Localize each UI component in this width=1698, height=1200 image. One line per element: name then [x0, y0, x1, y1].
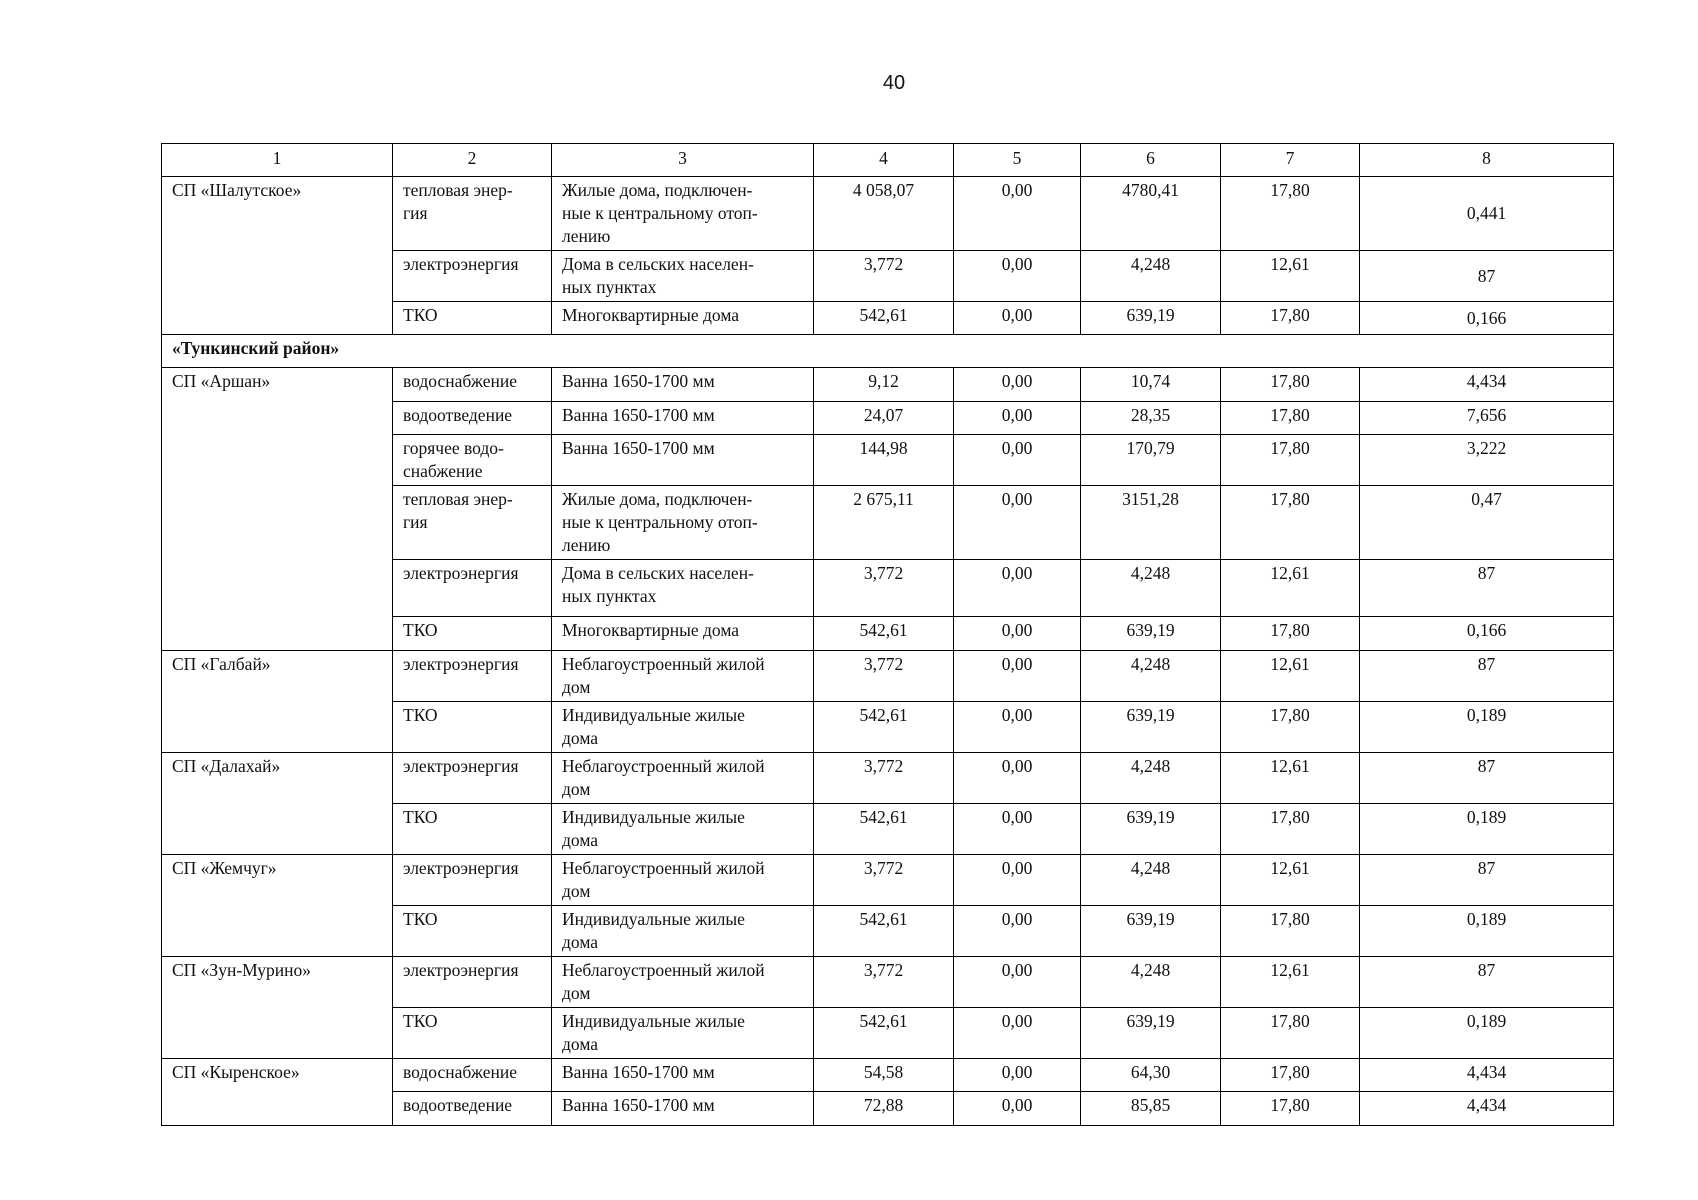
settlement-cell: СП «Зун-Мурино»: [162, 957, 393, 1059]
value-col4: 3,772: [814, 957, 954, 1008]
category-cell: Многоквартирные дома: [552, 302, 814, 335]
table-row: [162, 855, 1614, 906]
value-col8: 0,166: [1360, 617, 1614, 651]
category-cell: Дома в сельских населен- ных пунктах: [552, 560, 814, 617]
value-col4: 3,772: [814, 753, 954, 804]
category-cell: Индивидуальные жилые дома: [552, 702, 814, 753]
value-col6: 4,248: [1081, 753, 1221, 804]
value-col7: 17,80: [1221, 402, 1360, 435]
value-col7: 17,80: [1221, 368, 1360, 402]
category-cell: Дома в сельских населен- ных пунктах: [552, 251, 814, 302]
category-cell: Ванна 1650-1700 мм: [552, 435, 814, 486]
value-col7: 17,80: [1221, 617, 1360, 651]
value-col7: 12,61: [1221, 957, 1360, 1008]
value-col4: 2 675,11: [814, 486, 954, 560]
value-col8: 0,47: [1360, 486, 1614, 560]
value-col6: 4,248: [1081, 957, 1221, 1008]
value-col6: 3151,28: [1081, 486, 1221, 560]
table-body: [162, 144, 1614, 1126]
value-col8: 4,434: [1360, 1092, 1614, 1126]
value-col5: 0,00: [954, 177, 1081, 251]
value-col7: 17,80: [1221, 435, 1360, 486]
value-col4: 3,772: [814, 560, 954, 617]
value-col5: 0,00: [954, 1092, 1081, 1126]
value-col5: 0,00: [954, 302, 1081, 335]
category-cell: Жилые дома, подключен- ные к центральному отоп- лению: [552, 177, 814, 251]
value-col6: 4780,41: [1081, 177, 1221, 251]
resource-cell: ТКО: [393, 804, 552, 855]
page-number: 40: [882, 72, 906, 94]
resource-cell: водоснабжение: [393, 1059, 552, 1092]
category-cell: Индивидуальные жилые дома: [552, 1008, 814, 1059]
value-col6: 4,248: [1081, 560, 1221, 617]
value-col4: 542,61: [814, 906, 954, 957]
resource-cell: ТКО: [393, 302, 552, 335]
value-col4: 9,12: [814, 368, 954, 402]
value-col5: 0,00: [954, 435, 1081, 486]
value-col8: 87: [1360, 560, 1614, 617]
value-col5: 0,00: [954, 486, 1081, 560]
category-cell: Ванна 1650-1700 мм: [552, 368, 814, 402]
value-col8: 0,189: [1360, 804, 1614, 855]
value-col6: 64,30: [1081, 1059, 1221, 1092]
value-col6: 10,74: [1081, 368, 1221, 402]
resource-cell: водоотведение: [393, 402, 552, 435]
value-col7: 17,80: [1221, 177, 1360, 251]
value-col8: 0,189: [1360, 702, 1614, 753]
value-col4: 72,88: [814, 1092, 954, 1126]
value-col6: 170,79: [1081, 435, 1221, 486]
value-col6: 639,19: [1081, 617, 1221, 651]
resource-cell: ТКО: [393, 906, 552, 957]
value-col8: 87: [1360, 957, 1614, 1008]
value-col4: 24,07: [814, 402, 954, 435]
value-col6: 639,19: [1081, 702, 1221, 753]
value-col5: 0,00: [954, 753, 1081, 804]
group-header-row: [162, 335, 1614, 368]
resource-cell: электроэнергия: [393, 855, 552, 906]
value-col7: 12,61: [1221, 560, 1360, 617]
value-col6: 639,19: [1081, 906, 1221, 957]
category-cell: Ванна 1650-1700 мм: [552, 1092, 814, 1126]
table-row: [162, 368, 1614, 402]
value-col4: 54,58: [814, 1059, 954, 1092]
resource-cell: ТКО: [393, 617, 552, 651]
value-col7: 17,80: [1221, 486, 1360, 560]
resource-cell: ТКО: [393, 1008, 552, 1059]
value-col7: 17,80: [1221, 1008, 1360, 1059]
table-row: [162, 753, 1614, 804]
value-col7: 17,80: [1221, 302, 1360, 335]
resource-cell: ТКО: [393, 702, 552, 753]
value-col7: 17,80: [1221, 1092, 1360, 1126]
header-cell: 8: [1360, 144, 1614, 177]
value-col5: 0,00: [954, 906, 1081, 957]
value-col5: 0,00: [954, 368, 1081, 402]
tariff-table: [161, 143, 1614, 1126]
value-col5: 0,00: [954, 1059, 1081, 1092]
value-col6: 28,35: [1081, 402, 1221, 435]
value-col6: 4,248: [1081, 251, 1221, 302]
value-col8: 0,189: [1360, 1008, 1614, 1059]
category-cell: Индивидуальные жилые дома: [552, 906, 814, 957]
value-col5: 0,00: [954, 855, 1081, 906]
table-row: [162, 1059, 1614, 1092]
value-col8: 4,434: [1360, 368, 1614, 402]
resource-cell: тепловая энер- гия: [393, 486, 552, 560]
table-row: [162, 651, 1614, 702]
value-col5: 0,00: [954, 804, 1081, 855]
value-col6: 639,19: [1081, 804, 1221, 855]
value-col4: 542,61: [814, 617, 954, 651]
value-col8: 0,189: [1360, 906, 1614, 957]
resource-cell: горячее водо- снабжение: [393, 435, 552, 486]
value-col6: 639,19: [1081, 302, 1221, 335]
value-col4: 542,61: [814, 804, 954, 855]
value-col7: 17,80: [1221, 702, 1360, 753]
settlement-cell: СП «Жемчуг»: [162, 855, 393, 957]
value-col4: 542,61: [814, 302, 954, 335]
value-col8: 7,656: [1360, 402, 1614, 435]
resource-cell: электроэнергия: [393, 957, 552, 1008]
value-col4: 3,772: [814, 651, 954, 702]
value-col5: 0,00: [954, 651, 1081, 702]
value-col8: 0,166: [1360, 302, 1614, 335]
value-col6: 4,248: [1081, 651, 1221, 702]
value-col4: 144,98: [814, 435, 954, 486]
category-cell: Неблагоустроенный жилой дом: [552, 753, 814, 804]
value-col5: 0,00: [954, 1008, 1081, 1059]
value-col5: 0,00: [954, 617, 1081, 651]
value-col7: 12,61: [1221, 251, 1360, 302]
category-cell: Неблагоустроенный жилой дом: [552, 855, 814, 906]
value-col8: 87: [1360, 753, 1614, 804]
resource-cell: электроэнергия: [393, 560, 552, 617]
value-col5: 0,00: [954, 560, 1081, 617]
value-col7: 17,80: [1221, 1059, 1360, 1092]
value-col6: 85,85: [1081, 1092, 1221, 1126]
resource-cell: водоснабжение: [393, 368, 552, 402]
category-cell: Неблагоустроенный жилой дом: [552, 651, 814, 702]
value-col4: 3,772: [814, 855, 954, 906]
value-col8: 87: [1360, 855, 1614, 906]
table-row: [162, 177, 1614, 251]
category-cell: Ванна 1650-1700 мм: [552, 402, 814, 435]
value-col7: 12,61: [1221, 855, 1360, 906]
value-col4: 542,61: [814, 1008, 954, 1059]
settlement-cell: СП «Кыренское»: [162, 1059, 393, 1126]
value-col5: 0,00: [954, 251, 1081, 302]
header-row: [162, 144, 1614, 177]
value-col6: 4,248: [1081, 855, 1221, 906]
category-cell: Ванна 1650-1700 мм: [552, 1059, 814, 1092]
table-row: [162, 957, 1614, 1008]
value-col7: 12,61: [1221, 753, 1360, 804]
resource-cell: тепловая энер- гия: [393, 177, 552, 251]
value-col6: 639,19: [1081, 1008, 1221, 1059]
value-col8: 0,441: [1360, 177, 1614, 251]
group-title: «Тункинский район»: [162, 335, 1614, 368]
value-col8: 87: [1360, 251, 1614, 302]
resource-cell: электроэнергия: [393, 651, 552, 702]
value-col8: 4,434: [1360, 1059, 1614, 1092]
value-col4: 542,61: [814, 702, 954, 753]
value-col7: 17,80: [1221, 804, 1360, 855]
category-cell: Жилые дома, подключен- ные к центральному отоп- лению: [552, 486, 814, 560]
header-cell: 1: [162, 144, 393, 177]
value-col8: 3,222: [1360, 435, 1614, 486]
settlement-cell: СП «Галбай»: [162, 651, 393, 753]
header-cell: 2: [393, 144, 552, 177]
resource-cell: электроэнергия: [393, 753, 552, 804]
value-col4: 3,772: [814, 251, 954, 302]
header-cell: 6: [1081, 144, 1221, 177]
settlement-cell: СП «Аршан»: [162, 368, 393, 651]
category-cell: Индивидуальные жилые дома: [552, 804, 814, 855]
value-col5: 0,00: [954, 702, 1081, 753]
header-cell: 3: [552, 144, 814, 177]
header-cell: 7: [1221, 144, 1360, 177]
settlement-cell: СП «Далахай»: [162, 753, 393, 855]
category-cell: Многоквартирные дома: [552, 617, 814, 651]
resource-cell: электроэнергия: [393, 251, 552, 302]
settlement-cell: СП «Шалутское»: [162, 177, 393, 335]
value-col8: 87: [1360, 651, 1614, 702]
value-col7: 17,80: [1221, 906, 1360, 957]
header-cell: 5: [954, 144, 1081, 177]
header-cell: 4: [814, 144, 954, 177]
value-col7: 12,61: [1221, 651, 1360, 702]
value-col5: 0,00: [954, 402, 1081, 435]
value-col5: 0,00: [954, 957, 1081, 1008]
category-cell: Неблагоустроенный жилой дом: [552, 957, 814, 1008]
resource-cell: водоотведение: [393, 1092, 552, 1126]
value-col4: 4 058,07: [814, 177, 954, 251]
